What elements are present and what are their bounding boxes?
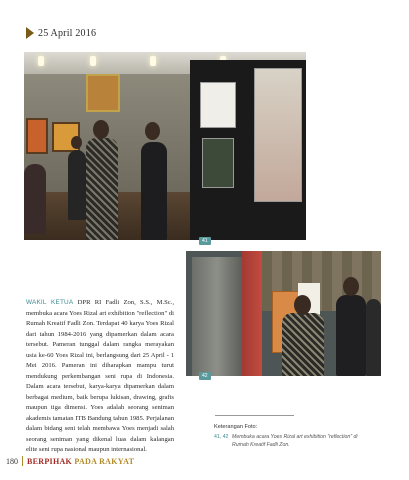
page-footer — [6, 456, 134, 466]
caption-text: Membuka acara Yoes Rizal art exhibition "reflection" di Rumah Kreatif Fadli Zon. — [232, 434, 358, 448]
footer-title-gold: PADA RAKYAT — [74, 456, 135, 466]
photo-number-badge: 42 — [199, 372, 211, 380]
triangle-marker-icon — [26, 27, 34, 39]
onlooker-edge — [366, 299, 381, 376]
photo-number-badge: 41 — [199, 237, 211, 245]
red-wall — [242, 251, 262, 376]
footer-book-title — [27, 457, 134, 466]
visitor-batik-shirt — [86, 138, 118, 240]
footer-title-main: BERPIHAK — [27, 456, 73, 466]
ceiling-light — [150, 56, 156, 66]
ceiling-light — [38, 56, 44, 66]
date-header — [26, 26, 96, 40]
visitor-background — [68, 150, 86, 220]
framed-artwork — [202, 138, 234, 188]
onlooker-dark-jacket — [336, 295, 366, 376]
onlooker-head — [343, 277, 359, 296]
article-lead-name: WAKIL KETUA — [26, 299, 74, 306]
caption-title: Keterangan Foto: — [214, 424, 258, 430]
article-body — [26, 298, 174, 456]
visitor-head — [93, 120, 109, 139]
visitor-dark-jacket — [141, 142, 167, 240]
caption-numbers: 41, 42 — [214, 434, 229, 440]
caption-divider — [215, 415, 294, 416]
framed-artwork — [200, 82, 236, 128]
article-paragraph: DPR RI Fadli Zon, S.S., M.Sc., membuka acara Yoes Rizal art exhibition "reflection" di Rumah Kreatif Fadli Zon. Terdapat 40 karya Yoes Rizal dari tahun 1984-2016 yang dipamerkan dalam acara tersebut. Pameran tunggal dalam rangka merayakan usia ke-60 Yoes Rizal ini, berlangsung dari 25 April - 1 Mei 2016. Pameran ini diharapkan mampu turut mendukung perkembangan seni rupa di Indonesia. Dalam acara tersebut, karya-karya dipamerkan dalam berbagai medium, baik berupa lukisan, drawing, grafis maupun tiga dimensi. Yoes adalah seorang seniman akademis tamatan ITB Bandung tahun 1985. Perjalanan dalam bidang seni telah membawa Yoes menjadi salah seorang seniman yang dikenal luas dalam kalangan elite seni rupa nasional maupun internasional. — [26, 299, 175, 453]
wall-painting — [86, 74, 120, 112]
photo-signing — [186, 251, 381, 376]
signer-batik-shirt — [282, 313, 324, 376]
caption-row — [214, 433, 364, 449]
visitor-head — [145, 122, 160, 140]
date-text: 25 April 2016 — [38, 27, 97, 39]
footer-divider — [22, 456, 23, 466]
visitor-head — [71, 136, 82, 149]
page-number: 180 — [6, 456, 18, 466]
visitor-foreground — [24, 164, 46, 234]
signer-head — [294, 295, 311, 315]
wall-painting — [26, 118, 48, 154]
sculpture — [192, 257, 242, 376]
framed-artwork — [254, 68, 302, 202]
photo-exhibition-visit — [24, 52, 306, 240]
ceiling-light — [90, 56, 96, 66]
